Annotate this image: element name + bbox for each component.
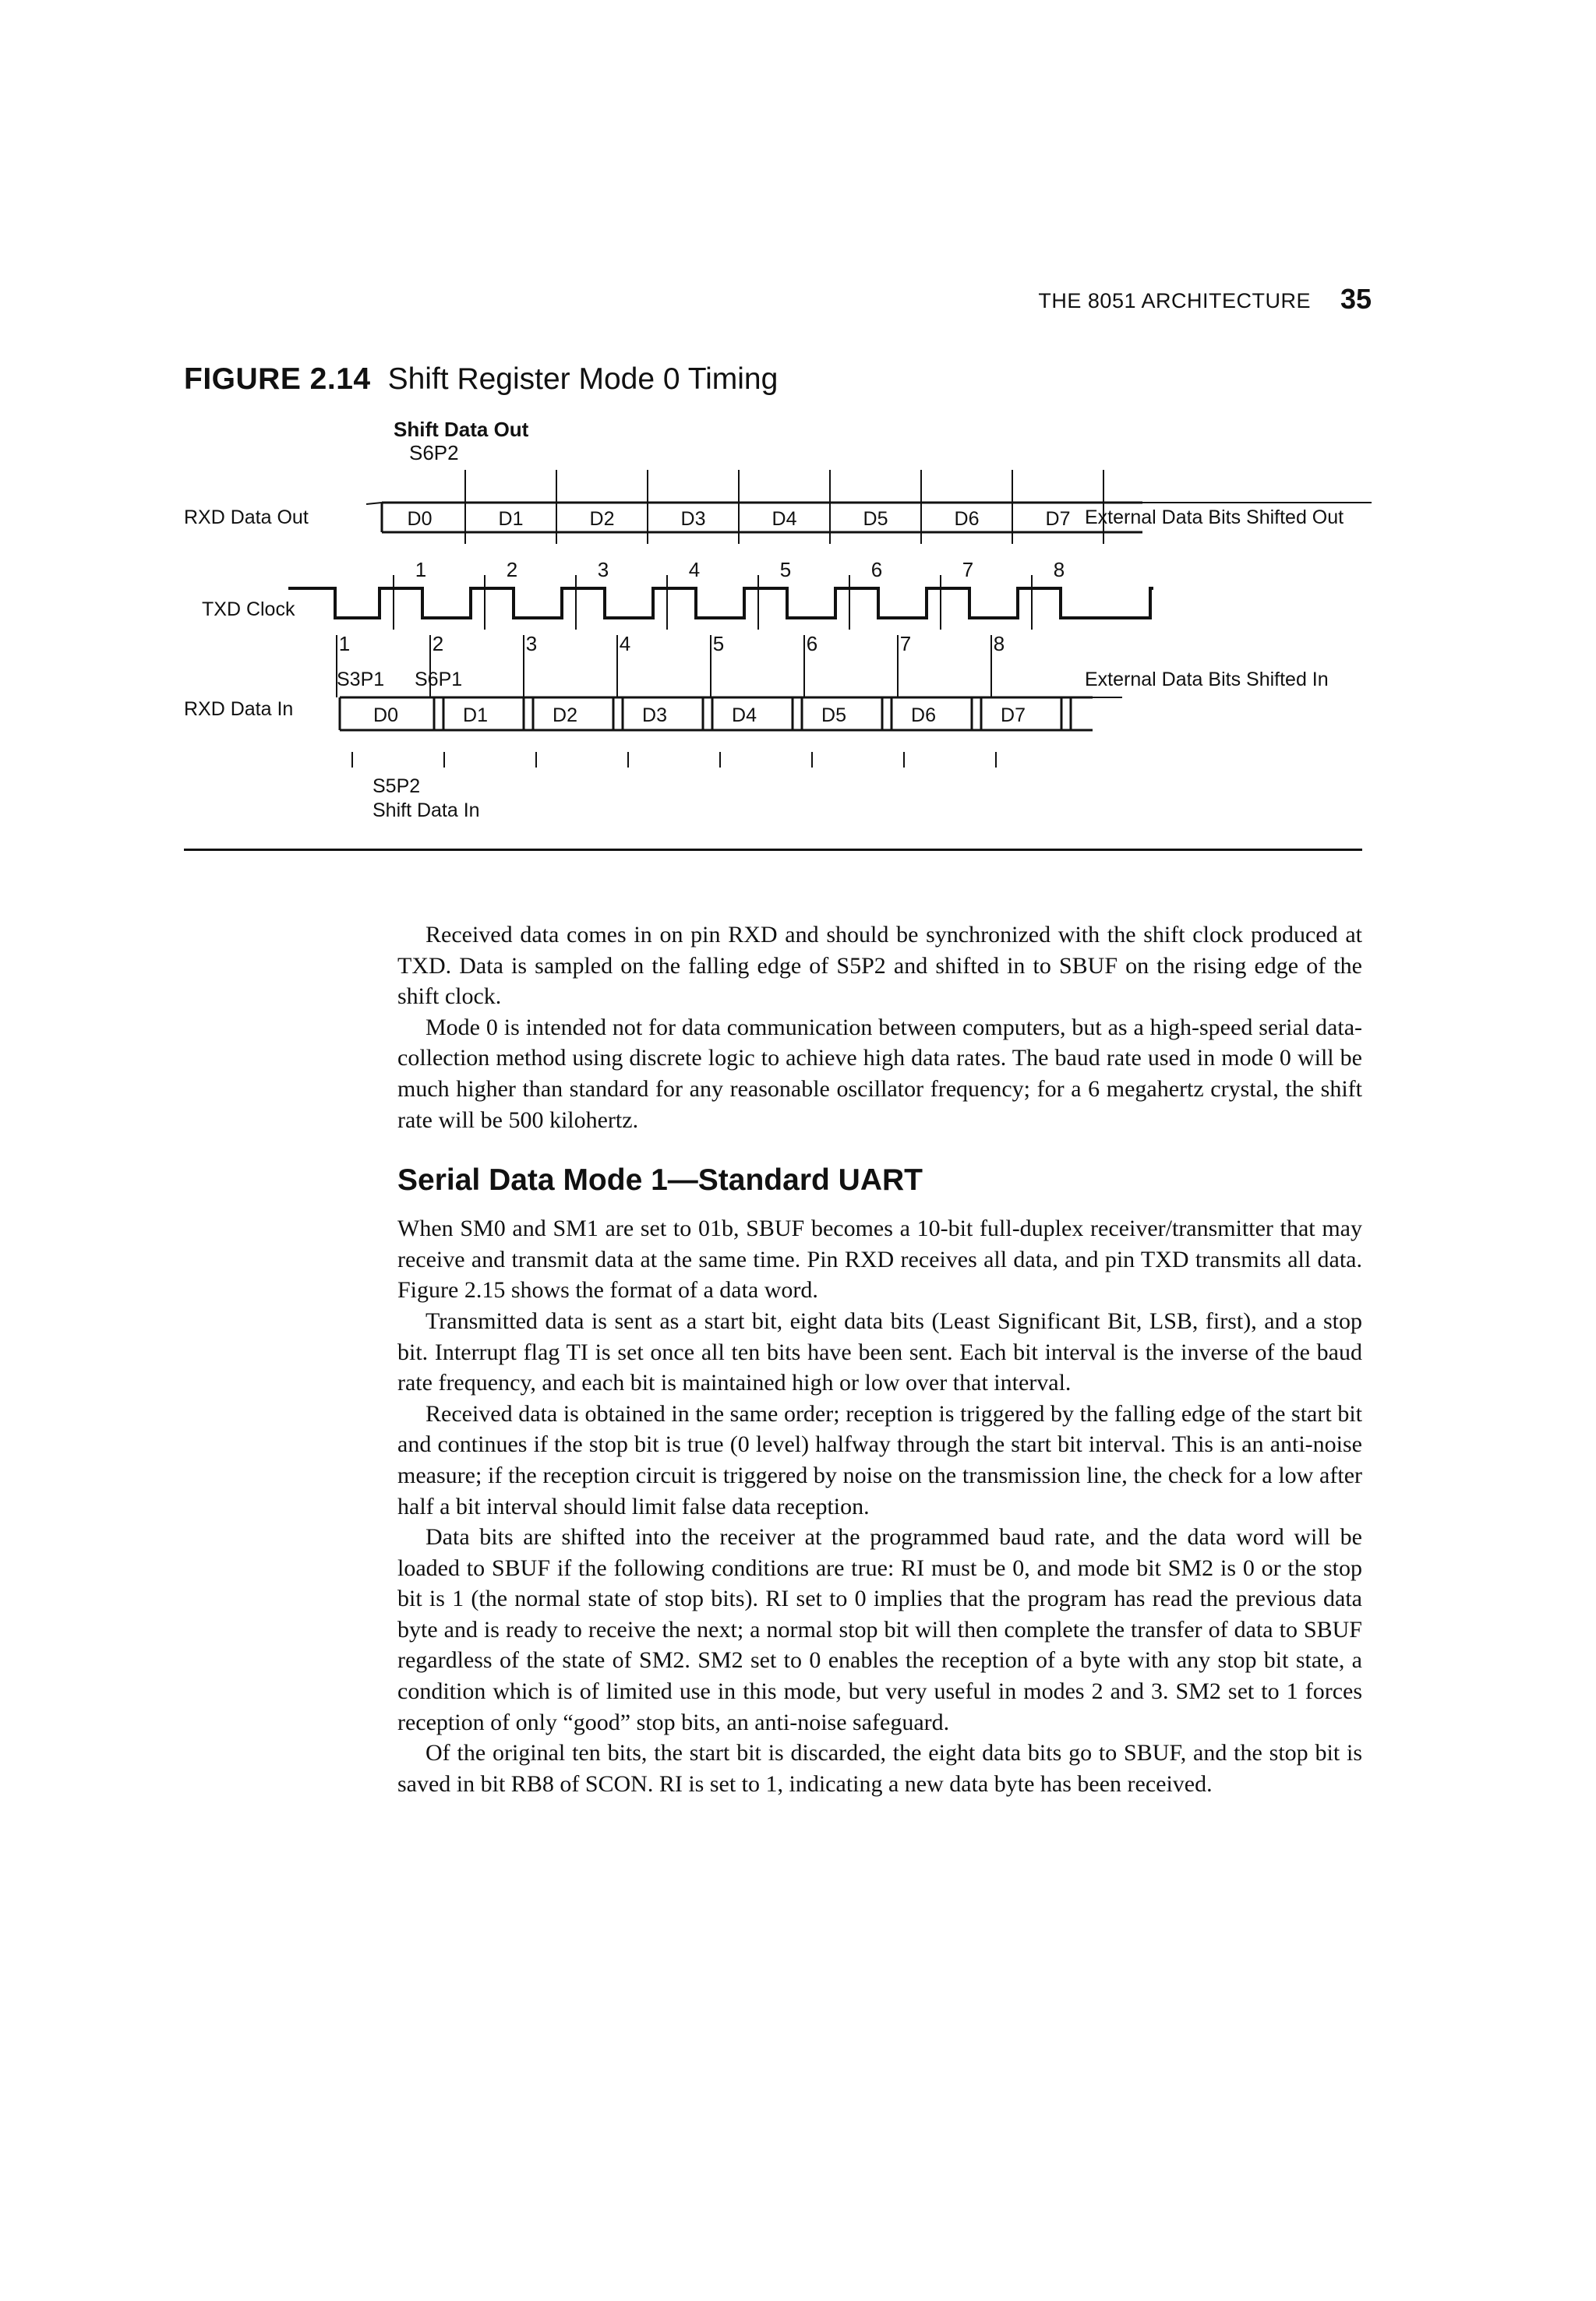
body-text <box>397 919 1362 1799</box>
rxd-out-bit-label: D6 <box>954 508 980 530</box>
rxd-in-label: RXD Data In <box>184 698 294 720</box>
shift-out-label: Shift Data Out <box>394 418 529 441</box>
figure-rule <box>184 849 1362 851</box>
clock-number-top: 5 <box>779 558 792 581</box>
rxd-in-bit-label: D1 <box>463 704 488 726</box>
rxd-out-bit-label: D3 <box>680 508 706 530</box>
rxd-in-bit-label: D7 <box>1001 704 1026 726</box>
paragraph: Data bits are shifted into the receiver at the programmed baud rate, and the data word will be loaded to SBUF if the following conditions are true: RI must be 0, and mode bit SM2 is 0 or the stop bit is 1 (the normal state of stop bits). RI set to 0 implies that the program has read the previous data byte and is ready to receive the next; a normal stop bit will then complete the transfer of data to SBUF regardless of the state of SM2. SM2 set to 0 enables the reception of a byte with any stop bit state, a condition which is of limited use in this mode, but very useful in modes 2 and 3. SM2 set to 1 forces reception of only “good” stop bits, an anti-noise safeguard. <box>397 1524 1362 1735</box>
section-heading: Serial Data Mode 1—Standard UART <box>397 1163 923 1198</box>
rxd-out-bit-label: D2 <box>589 508 615 530</box>
external-in-label: External Data Bits Shifted In <box>1085 669 1329 690</box>
clock-number-top: 1 <box>415 558 427 581</box>
rxd-out-label: RXD Data Out <box>184 506 309 528</box>
clock-number-bottom: 4 <box>619 632 631 655</box>
paragraph: Mode 0 is intended not for data communication between computers, but as a high-speed serial data-collection method using discrete logic to achieve high data rates. The baud rate used in mode 0 will be much higher than standard for any reasonable oscillator frequency; for a 6 megahertz crystal, the shift rate will be 500 kilohertz. <box>397 1014 1362 1133</box>
clock-number-top: 8 <box>1053 558 1065 581</box>
clock-number-bottom: 5 <box>712 632 725 655</box>
rxd-in-bit-label: D5 <box>821 704 846 726</box>
figure-label: FIGURE 2.14 <box>184 362 371 396</box>
s5p2-label: S5P2 <box>373 775 421 797</box>
clock-number-top: 7 <box>962 558 974 581</box>
figure-title: Shift Register Mode 0 Timing <box>387 362 779 396</box>
rxd-out-lead-in <box>366 503 382 504</box>
rxd-out-bit-label: D1 <box>498 508 524 530</box>
clock-number-top: 2 <box>506 558 518 581</box>
shift-in-label: Shift Data In <box>373 799 480 821</box>
txd-clock-waveform <box>288 588 1153 618</box>
clock-number-bottom: 8 <box>993 632 1005 655</box>
clock-number-top: 3 <box>597 558 609 581</box>
s3p1-label: S3P1 <box>337 669 385 690</box>
rxd-in-bit-label: D4 <box>732 704 757 726</box>
paragraph: Received data is obtained in the same order; reception is triggered by the falling edge of the start bit and continues if the stop bit is true (0 level) halfway through the start bit interval. This is an anti-noise measure; if the reception circuit is triggered by noise on the transmission line, the check for a low after half a bit interval should limit false data reception. <box>397 1400 1362 1519</box>
txd-clock-label: TXD Clock <box>202 598 295 620</box>
rxd-in-bit-label: D6 <box>911 704 936 726</box>
paragraph: Transmitted data is sent as a start bit, eight data bits (Least Significant Bit, LSB, first), and a stop bit. Interrupt flag TI is set once all ten bits have been sent. Each bit interval is the inverse of the baud rate frequency, and each bit is maintained high or low over that interval. <box>397 1308 1362 1396</box>
clock-number-bottom: 6 <box>806 632 818 655</box>
paragraph: When SM0 and SM1 are set to 01b, SBUF becomes a 10-bit full-duplex receiver/transmitter that may receive and transmit data at the same time. Pin RXD receives all data, and pin TXD transmits all data. Figure 2.15 shows the format of a data word. <box>397 1216 1362 1304</box>
paragraph: Of the original ten bits, the start bit is discarded, the eight data bits go to SBUF, and the stop bit is saved in bit RB8 of SCON. RI is set to 1, indicating a new data byte has been received. <box>397 1740 1362 1797</box>
rxd-out-bit-label: D7 <box>1045 508 1071 530</box>
s6p1-label: S6P1 <box>415 669 463 690</box>
clock-number-bottom: 2 <box>432 632 444 655</box>
rxd-in-bit-label: D0 <box>373 704 398 726</box>
rxd-out-bit-label: D0 <box>407 508 433 530</box>
rxd-in-bit-label: D3 <box>642 704 667 726</box>
rxd-in-bit-label: D2 <box>553 704 577 726</box>
running-head-title: THE 8051 ARCHITECTURE <box>1038 289 1311 312</box>
external-out-label: External Data Bits Shifted Out <box>1085 506 1344 528</box>
clock-number-top: 4 <box>688 558 701 581</box>
clock-number-bottom: 1 <box>338 632 351 655</box>
clock-number-bottom: 7 <box>899 632 912 655</box>
paragraph: Received data comes in on pin RXD and should be synchronized with the shift clock produced at TXD. Data is sampled on the falling edge of S5P2 and shifted in to SBUF on the rising edge of the shift clock. <box>397 922 1362 1010</box>
shift-out-state: S6P2 <box>409 441 459 464</box>
page-number: 35 <box>1340 283 1372 315</box>
clock-number-bottom: 3 <box>525 632 538 655</box>
rxd-out-bit-label: D4 <box>772 508 797 530</box>
timing-diagram <box>0 0 1596 857</box>
rxd-out-bit-label: D5 <box>863 508 888 530</box>
clock-number-top: 6 <box>870 558 883 581</box>
